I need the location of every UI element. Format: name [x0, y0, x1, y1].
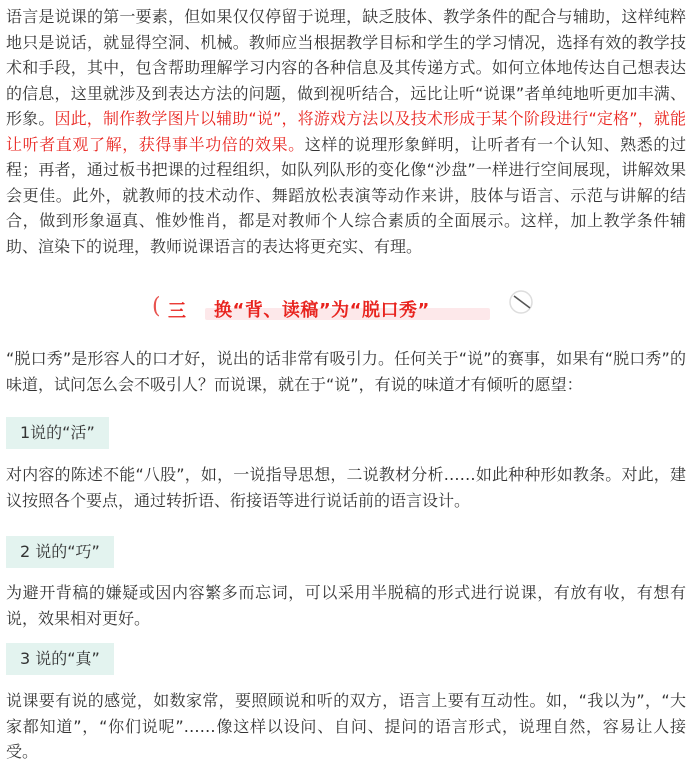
- subsection-label-2: 2 说的“巧”: [6, 536, 114, 568]
- intro-paragraph: [6, 4, 686, 259]
- intro-text-part1: 语言是说课的第一要素，但如果仅仅停留于说理，缺乏肢体、教学条件的配合与辅助，这样纯粹地只是说话，就显得空洞、机械。教师应当根据教学目标和学生的学习情况，选择有效的教学技术和手段，其中，包含帮助理解学习内容的各种信息及其传递方式。如何立体地传达自己想表达的信息，这里就涉及到表达方法的问题，做到视听结合，远比让听“说课”者单纯地听更加丰满、形象。: [6, 7, 686, 128]
- subsection-text-3: 说课要有说的感觉，如数家常，要照顾说和听的双方，语言上要有互动性。如，“我以为”，“大家都知道”，“你们说呢”……像这样以设问、自问、提问的语言形式，说理自然，容易让人接受。: [6, 691, 686, 761]
- section-paren: (: [152, 294, 161, 319]
- section-title-text: 换“背、读稿”为“脱口秀”: [214, 300, 430, 321]
- intro-highlight-text: 因此，制作教学图片以辅助“说”，将游戏方法以及技术形成于某个阶段进行“定格”，就能让听者直观了解，获得事半功倍的效果。: [6, 109, 686, 154]
- intro-text-part2: 这样的说理形象鲜明，让听者有一个认知、熟悉的过程；再者，通过板书把课的过程组织，如队列队形的变化像“沙盘”一样进行空间展现，讲解效果会更佳。此外，就教师的技术动作、舞蹈放松表演等动作来讲，肢体与语言、示范与讲解的结合，做到形象逼真、惟妙惟肖，都是对教师个人综合素质的全面展示。这样，加上教学条件辅助、渲染下的说理，教师说课语言的表达将更充实、有理。: [6, 134, 686, 256]
- section-number: 三: [168, 301, 186, 322]
- subsection-label-1: 1说的“活”: [6, 417, 109, 449]
- subsection-text-1: 对内容的陈述不能“八股”，如，一说指导思想，二说教材分析……如此种种形如教条。对此，建议按照各个要点，通过转折语、衔接语等进行说话前的语言设计。: [6, 465, 686, 510]
- subsection-text-2: 为避开背稿的嫌疑或因内容繁多而忘词，可以采用半脱稿的形式进行说课，有放有收，有想有说，效果相对更好。: [6, 583, 686, 628]
- section-intro-paragraph: “脱口秀”是形容人的口才好，说出的话非常有吸引力。任何关于“说”的赛事，如果有“脱口秀”的味道，试问怎么会不吸引人？而说课，就在于“说”，有说的味道才有倾听的愿望：: [6, 349, 686, 394]
- subsection-label-3: 3 说的“真”: [6, 643, 114, 675]
- section-heading: [150, 288, 540, 328]
- slash-circle-icon: [507, 288, 535, 316]
